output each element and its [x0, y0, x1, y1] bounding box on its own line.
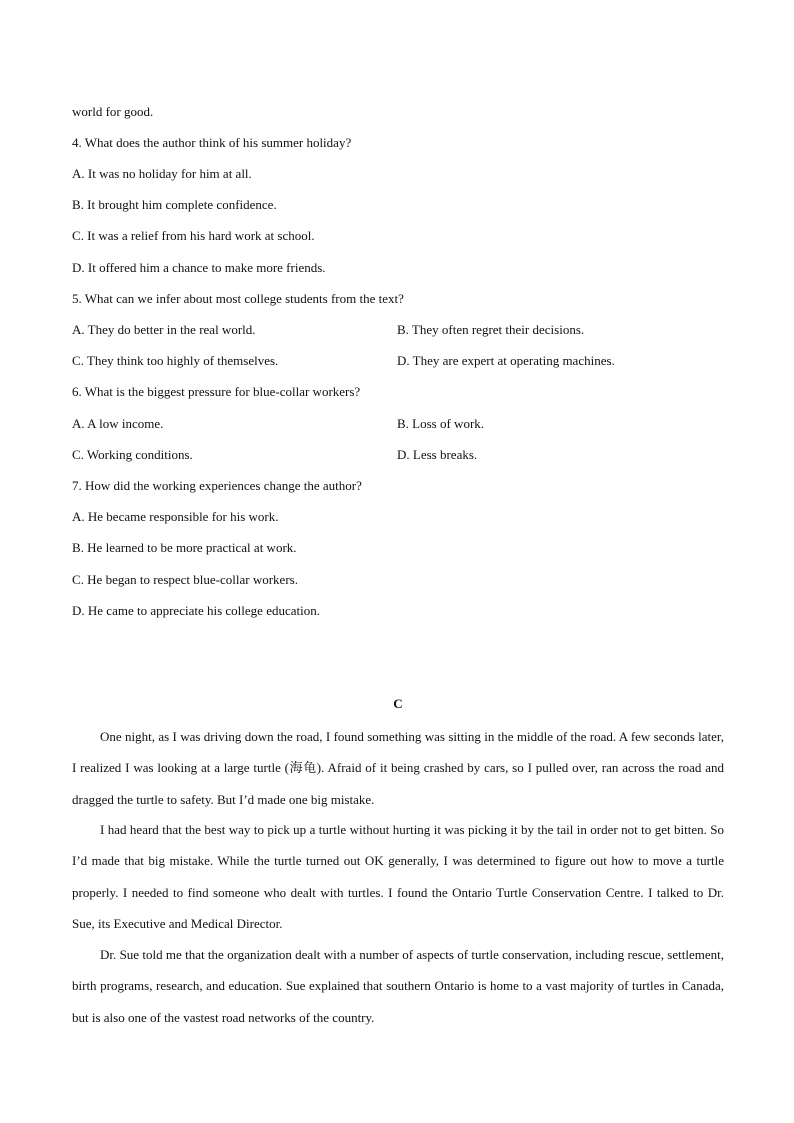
paragraph-1: [72, 721, 724, 815]
paragraph-1-text: One night, as I was driving down the road, I found something was sitting in the middle of the road. A few seconds later, I realized I was looking at a large turtle (海龟). Afraid of it being crashed by cars, so I pulled over, ran across the road and dragged the turtle to safety. But I’d made one big mistake.: [72, 729, 724, 807]
question-4-option-d: D. It offered him a chance to make more friends.: [72, 260, 326, 275]
question-7-option-a: A. He became responsible for his work.: [72, 509, 279, 524]
question-7-stem: 7. How did the working experiences change the author?: [72, 478, 362, 493]
question-5-stem: 5. What can we infer about most college students from the text?: [72, 291, 404, 306]
question-4-option-b: B. It brought him complete confidence.: [72, 197, 277, 212]
question-6-option-d: D. Less breaks.: [397, 447, 478, 462]
question-7-option-c: C. He began to respect blue-collar workers.: [72, 572, 298, 587]
question-7-option-b: B. He learned to be more practical at work.: [72, 540, 297, 555]
question-6-option-c: C. Working conditions.: [72, 447, 193, 462]
question-5-option-a: A. They do better in the real world.: [72, 322, 256, 337]
question-7-option-d: D. He came to appreciate his college education.: [72, 603, 320, 618]
paragraph-2: [72, 814, 724, 939]
question-6-option-b: B. Loss of work.: [397, 416, 485, 431]
continuation-text: world for good.: [72, 104, 154, 119]
question-6-option-a: A. A low income.: [72, 416, 164, 431]
question-5-option-d: D. They are expert at operating machines.: [397, 353, 615, 368]
question-6-stem: 6. What is the biggest pressure for blue-collar workers?: [72, 384, 361, 399]
question-4-stem: 4. What does the author think of his summer holiday?: [72, 135, 352, 150]
paragraph-3-text: Dr. Sue told me that the organization dealt with a number of aspects of turtle conservation, including rescue, settlement, birth programs, research, and education. Sue explained that southern Ontario is home to a vast majority of turtles in Canada, but is also one of the vastest road networks of the country.: [72, 947, 724, 1025]
question-5-option-c: C. They think too highly of themselves.: [72, 353, 279, 368]
paragraph-2-text: I had heard that the best way to pick up a turtle without hurting it was picking it by the tail in order not to get bitten. So I’d made that big mistake. While the turtle turned out OK generally, I was determined to figure out how to move a turtle properly. I needed to find someone who dealt with turtles. I found the Ontario Turtle Conservation Centre. I talked to Dr. Sue, its Executive and Medical Director.: [72, 822, 724, 931]
question-4-option-a: A. It was no holiday for him at all.: [72, 166, 252, 181]
question-4-option-c: C. It was a relief from his hard work at school.: [72, 228, 315, 243]
section-heading: C: [393, 696, 403, 711]
paragraph-3: [72, 939, 724, 1033]
question-5-option-b: B. They often regret their decisions.: [397, 322, 585, 337]
